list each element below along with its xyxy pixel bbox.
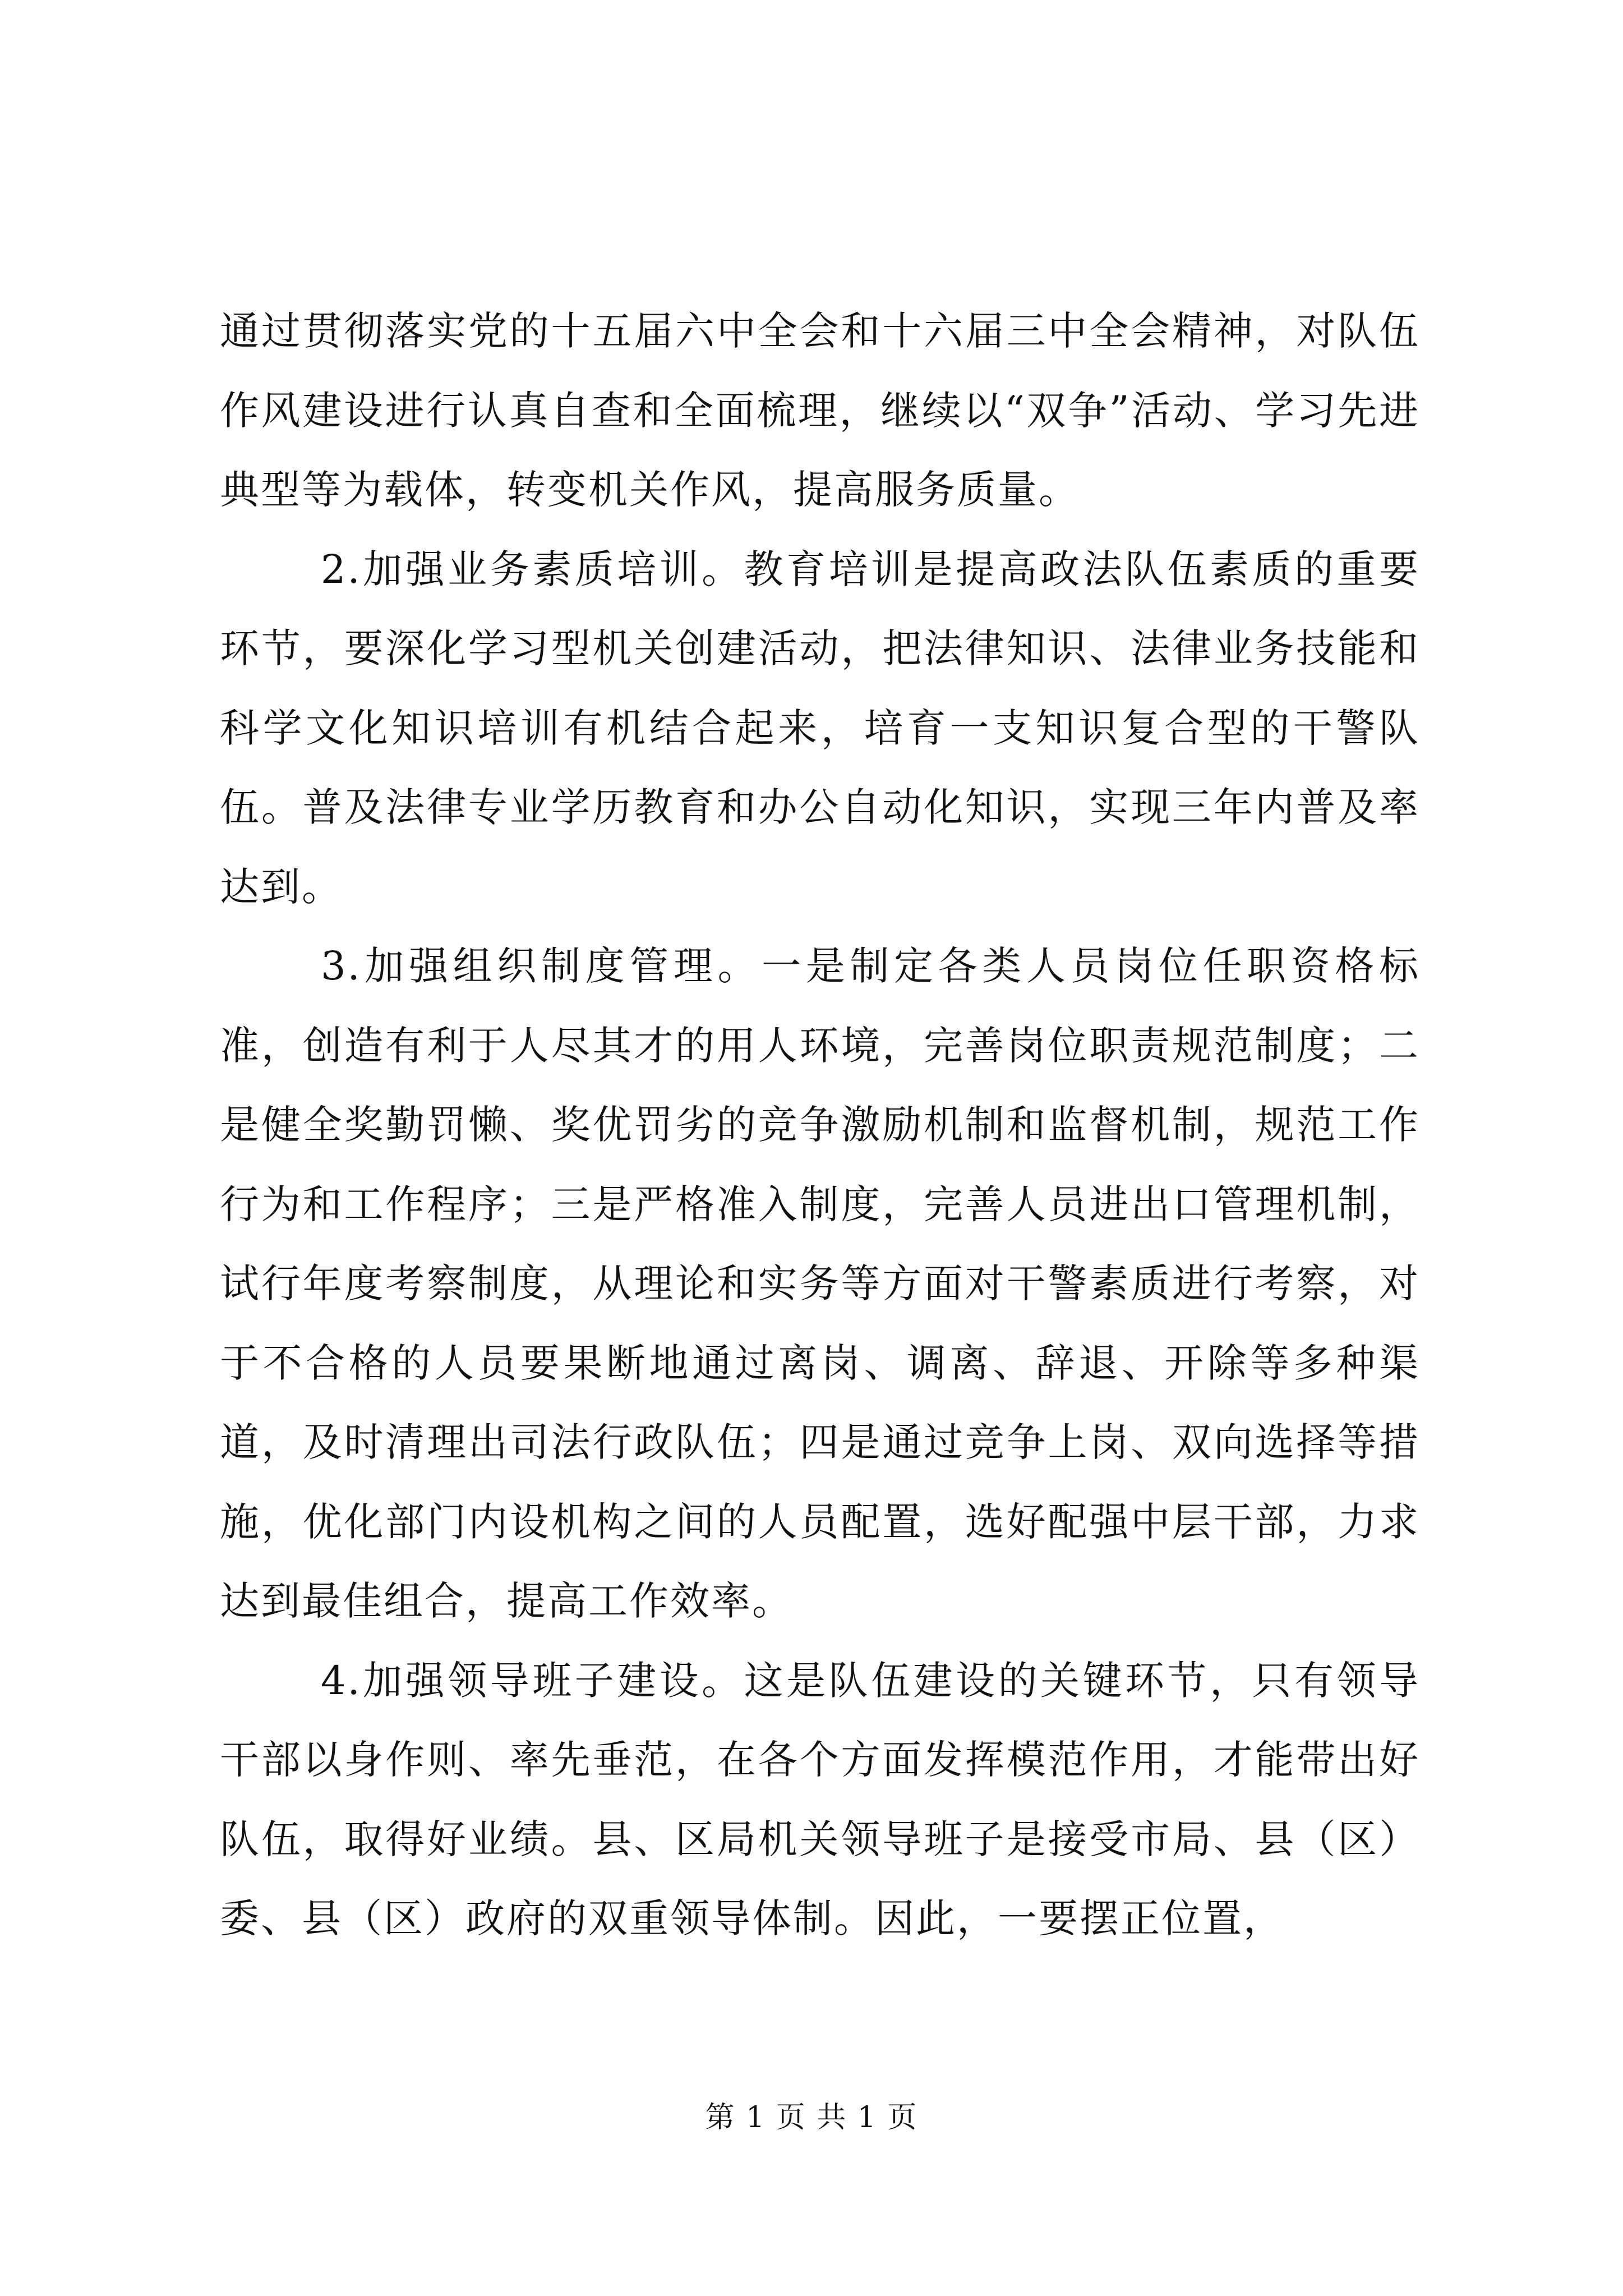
- body-text: [220, 292, 1420, 1959]
- paragraph-1: 通过贯彻落实党的十五届六中全会和十六届三中全会精神，对队伍作风建设进行认真自查和全面梳理，继续以“双争”活动、学习先进典型等为载体，转变机关作风，提高服务质量。: [220, 308, 1420, 513]
- page-footer: 第 1 页 共 1 页: [705, 2101, 918, 2134]
- paragraph-4: 4.加强领导班子建设。这是队伍建设的关键环节，只有领导干部以身作则、率先垂范，在各个方面发挥模范作用，才能带出好队伍，取得好业绩。县、区局机关领导班子是接受市局、县（区）委、县（区）政府的双重领导体制。因此，一要摆正位置，: [220, 1657, 1420, 1941]
- paragraph-3: 3.加强组织制度管理。一是制定各类人员岗位任职资格标准，创造有利于人尽其才的用人环境，完善岗位职责规范制度；二是健全奖勤罚懒、奖优罚劣的竞争激励机制和监督机制，规范工作行为和工作程序；三是严格准入制度，完善人员进出口管理机制，试行年度考察制度，从理论和实务等方面对干警素质进行考察，对于不合格的人员要果断地通过离岗、调离、辞退、开除等多种渠道，及时清理出司法行政队伍；四是通过竞争上岗、双向选择等措施，优化部门内设机构之间的人员配置，选好配强中层干部，力求达到最佳组合，提高工作效率。: [220, 943, 1420, 1624]
- paragraph-2: 2.加强业务素质培训。教育培训是提高政法队伍素质的重要环节，要深化学习型机关创建活动，把法律知识、法律业务技能和科学文化知识培训有机结合起来，培育一支知识复合型的干警队伍。普及法律专业学历教育和办公自动化知识，实现三年内普及率达到。: [220, 546, 1420, 910]
